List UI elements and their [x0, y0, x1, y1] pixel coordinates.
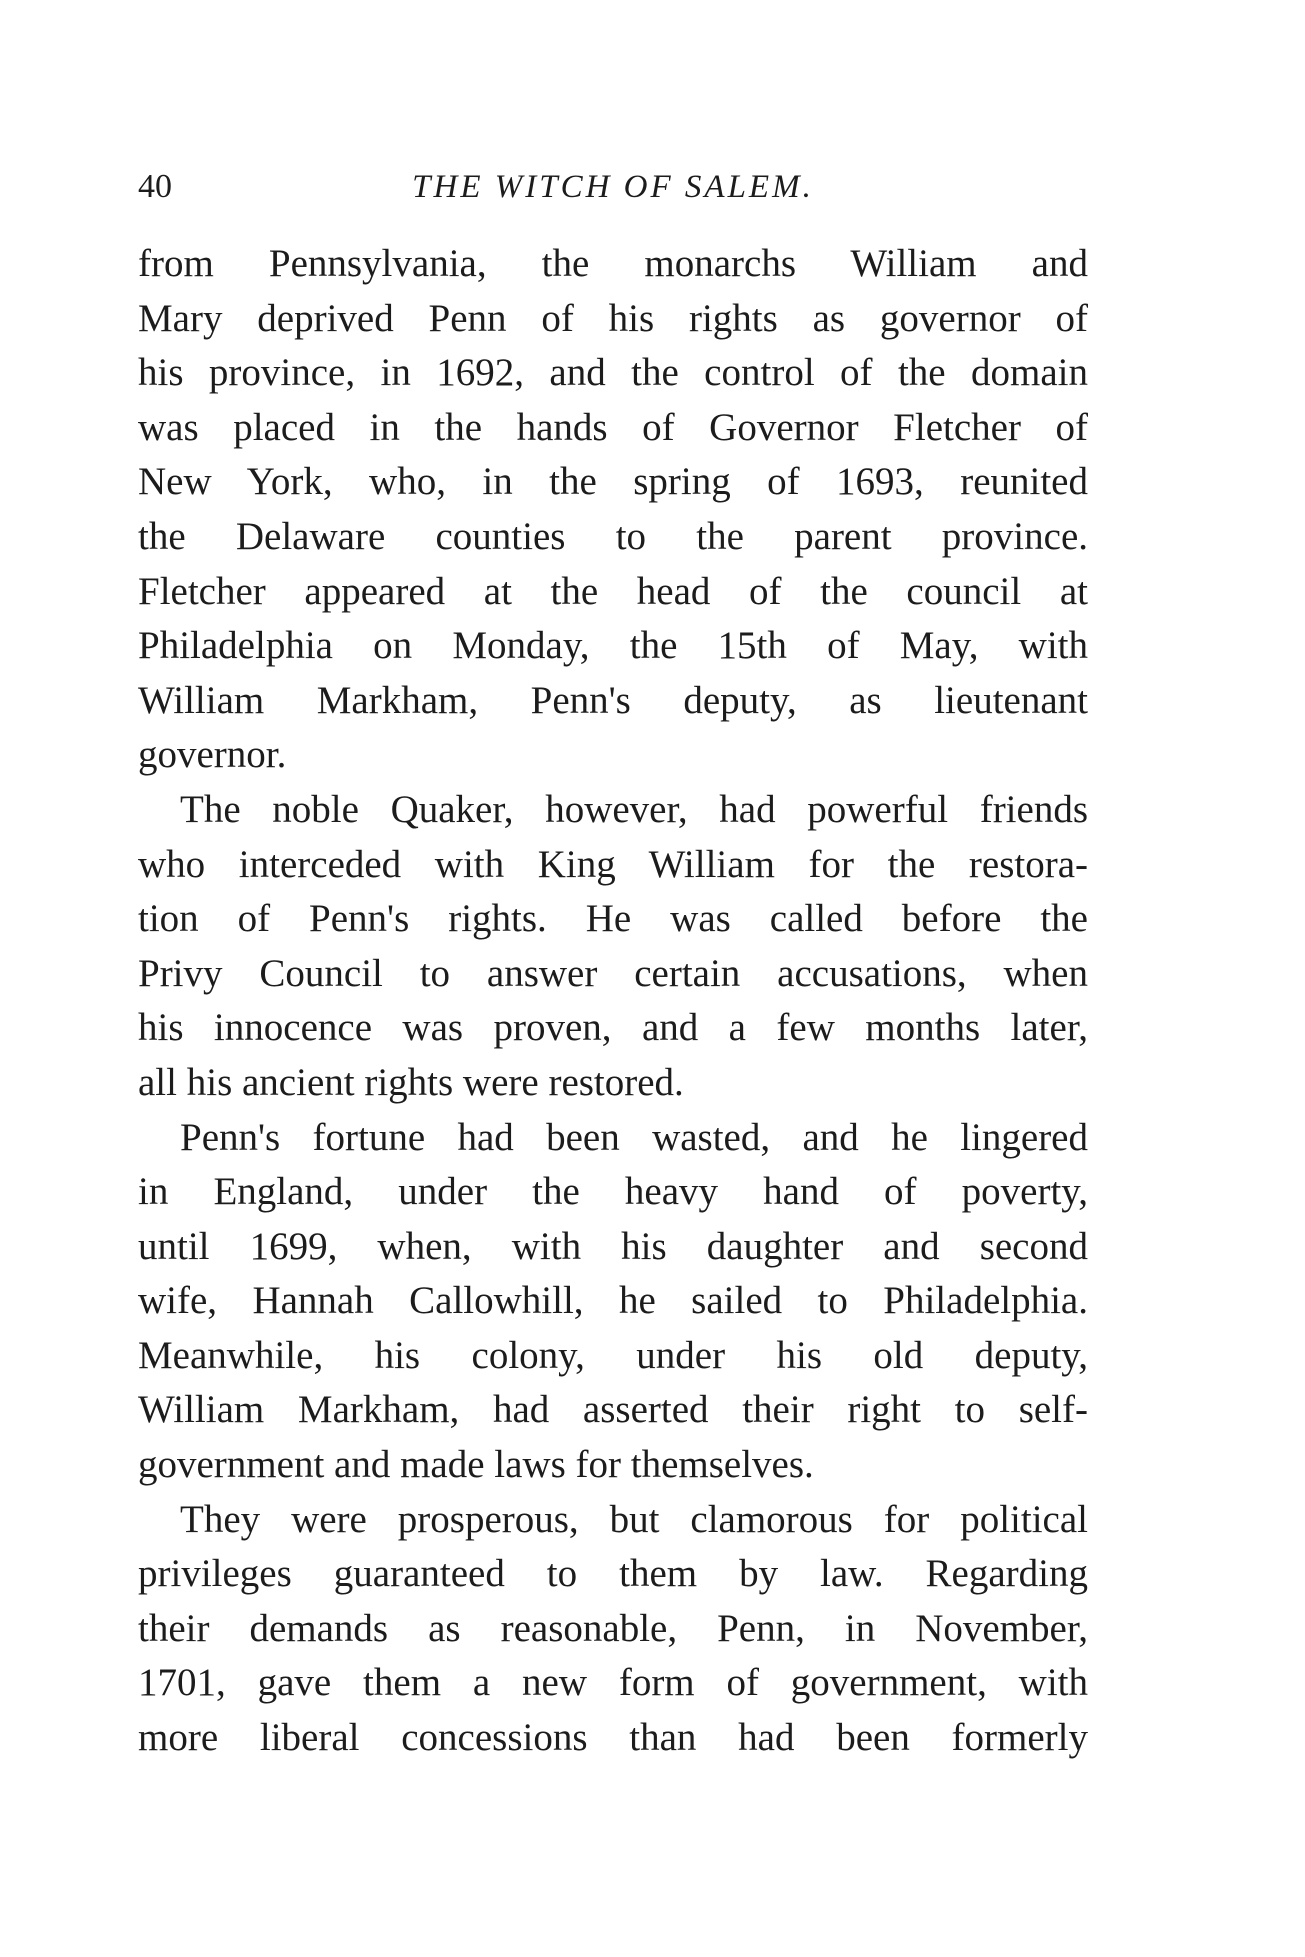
- text-line: New York, who, in the spring of 1693, reunited: [138, 460, 1088, 504]
- paragraph: [138, 1111, 1088, 1493]
- running-title: THE WITCH OF SALEM.: [412, 169, 814, 205]
- text-line: his innocence was proven, and a few months later,: [138, 1006, 1088, 1050]
- text-line: his province, in 1692, and the control of the domain: [138, 351, 1088, 395]
- text-line: They were prosperous, but clamorous for political: [180, 1497, 1088, 1541]
- text-line: privileges guaranteed to them by law. Regarding: [138, 1552, 1088, 1596]
- paragraph: [138, 783, 1088, 1111]
- page-number: 40: [138, 168, 172, 205]
- text-line: the Delaware counties to the parent province.: [138, 514, 1088, 558]
- text-line: Fletcher appeared at the head of the council at: [138, 569, 1088, 613]
- text-line: tion of Penn's rights. He was called before the: [138, 897, 1088, 941]
- paragraph: [138, 1493, 1088, 1766]
- text-line: Mary deprived Penn of his rights as governor of: [138, 296, 1088, 340]
- text-line: The noble Quaker, however, had powerful friends: [180, 787, 1088, 831]
- text-line: Philadelphia on Monday, the 15th of May, with: [138, 624, 1088, 668]
- text-line: 1701, gave them a new form of government, with: [138, 1661, 1088, 1705]
- running-head: [138, 162, 1088, 212]
- text-line: William Markham, Penn's deputy, as lieutenant: [138, 678, 1088, 722]
- text-line: all his ancient rights were restored.: [138, 1060, 684, 1104]
- text-line: until 1699, when, with his daughter and second: [138, 1224, 1088, 1268]
- text-line: government and made laws for themselves.: [138, 1443, 814, 1487]
- paragraph: [138, 237, 1088, 783]
- text-line: William Markham, had asserted their right to self-: [138, 1388, 1088, 1432]
- text-line: from Pennsylvania, the monarchs William and: [138, 242, 1088, 285]
- text-line: more liberal concessions than had been formerly: [138, 1716, 1088, 1760]
- text-line: was placed in the hands of Governor Fletcher of: [138, 405, 1088, 449]
- text-line: wife, Hannah Callowhill, he sailed to Philadelphia.: [138, 1279, 1088, 1323]
- text-line: their demands as reasonable, Penn, in November,: [138, 1606, 1088, 1650]
- text-line: in England, under the heavy hand of poverty,: [138, 1170, 1088, 1214]
- text-line: Meanwhile, his colony, under his old deputy,: [138, 1333, 1088, 1377]
- body-text: [138, 237, 1088, 1766]
- text-line: governor.: [138, 733, 287, 777]
- text-line: Privy Council to answer certain accusations, when: [138, 951, 1088, 995]
- text-line: who interceded with King William for the restora-: [138, 842, 1088, 886]
- text-line: Penn's fortune had been wasted, and he lingered: [180, 1115, 1088, 1159]
